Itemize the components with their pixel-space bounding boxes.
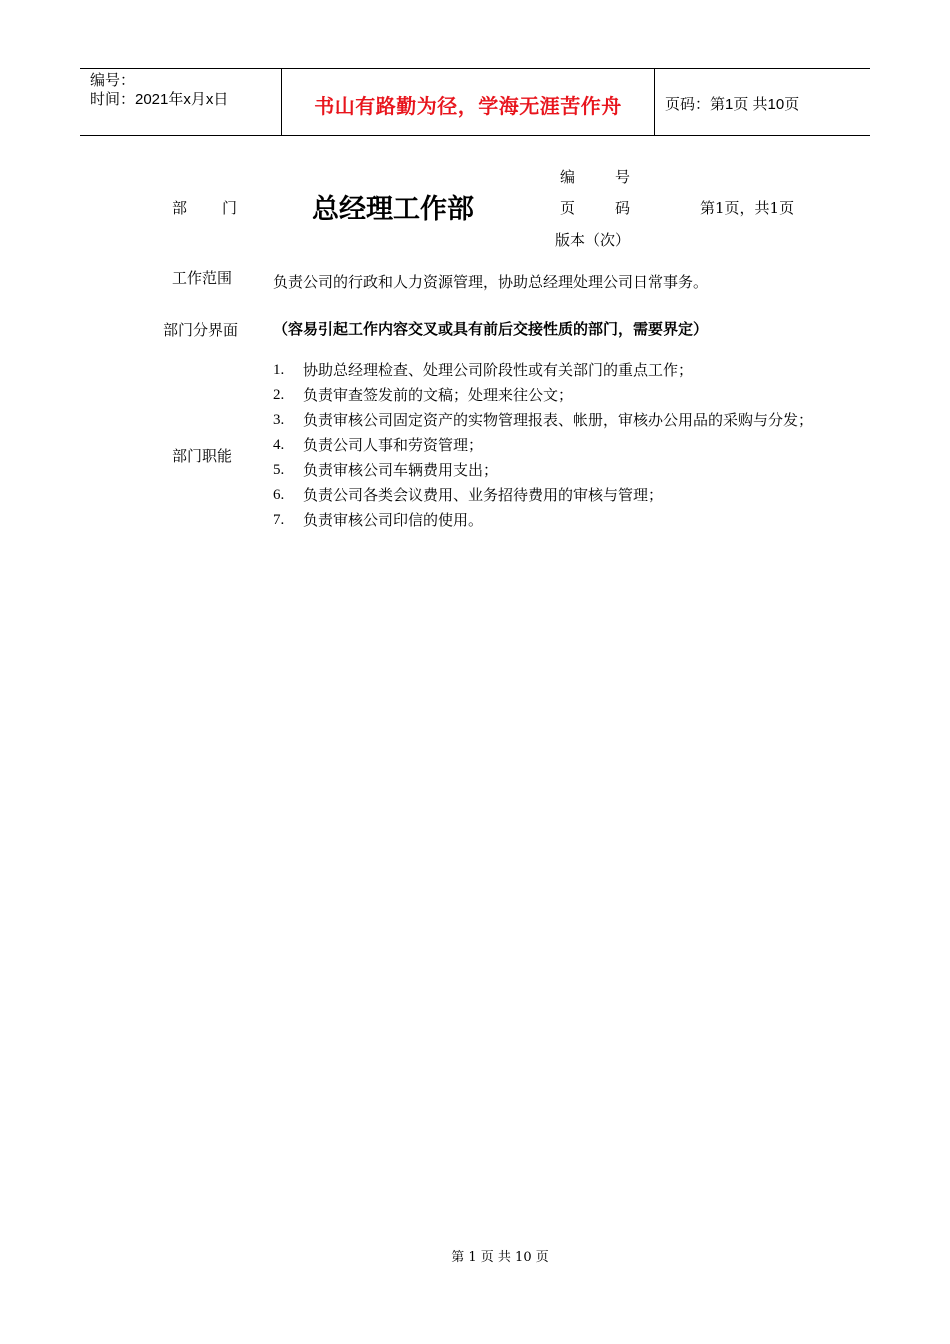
- item-number: 3.: [273, 412, 285, 428]
- list-item: [273, 358, 853, 382]
- item-text: 负责审核公司固定资产的实物管理报表、帐册，审核办公用品的采购与分发；: [303, 411, 814, 429]
- interface-label: 部门分界面: [163, 321, 239, 339]
- functions-list: [273, 358, 853, 533]
- item-text: 负责公司人事和劳资管理；: [303, 436, 484, 454]
- item-text: 负责审核公司印信的使用。: [303, 511, 484, 529]
- list-item: [273, 483, 853, 507]
- date-label: 时间：2021年x月x日: [90, 91, 229, 108]
- page-value: 第1页，共1页: [700, 199, 795, 217]
- list-item: [273, 508, 853, 532]
- item-number: 7.: [273, 512, 285, 528]
- item-text: 负责公司各类会议费用、业务招待费用的审核与管理；: [303, 486, 664, 504]
- scope-value: 负责公司的行政和人力资源管理，协助总经理处理公司日常事务。: [273, 273, 709, 291]
- item-number: 2.: [273, 387, 285, 403]
- code-field-label: [560, 166, 630, 187]
- version-label: 版本（次）: [555, 231, 631, 249]
- item-number: 5.: [273, 462, 285, 478]
- department-name: 总经理工作部: [312, 194, 474, 225]
- page-label-part2: 码: [614, 199, 630, 217]
- list-item: [273, 408, 853, 432]
- item-text: 协助总经理检查、处理公司阶段性或有关部门的重点工作；: [303, 361, 694, 379]
- page-footer: 第 1 页 共 10 页: [451, 1250, 549, 1265]
- scope-label: 工作范围: [172, 269, 233, 287]
- page-label-part1: 页: [560, 199, 576, 217]
- header-page-info: 页码：第1页 共10页: [665, 95, 800, 113]
- item-text: 负责审核公司车辆费用支出；: [303, 461, 499, 479]
- header-motto: 书山有路勤为径，学海无涯苦作舟: [314, 93, 622, 118]
- dept-label-part2: 门: [222, 199, 238, 217]
- list-item: [273, 433, 853, 457]
- code-label-part1: 编: [560, 168, 576, 186]
- item-number: 4.: [273, 437, 285, 453]
- item-number: 6.: [273, 487, 285, 503]
- code-label-part2: 号: [614, 168, 630, 186]
- code-label: 编号：: [90, 72, 136, 89]
- header-meta: [80, 69, 281, 135]
- interface-value: （容易引起工作内容交叉或具有前后交接性质的部门，需要界定）: [273, 320, 709, 338]
- dept-label-part1: 部: [172, 199, 188, 217]
- page-field-label: [560, 197, 630, 218]
- functions-label: 部门职能: [172, 447, 233, 465]
- list-item: [273, 383, 853, 407]
- list-item: [273, 458, 853, 482]
- header-motto-cell: [281, 69, 655, 135]
- item-text: 负责审查签发前的文稿；处理来往公文；: [303, 386, 574, 404]
- item-number: 1.: [273, 362, 285, 378]
- page-header: [80, 68, 870, 136]
